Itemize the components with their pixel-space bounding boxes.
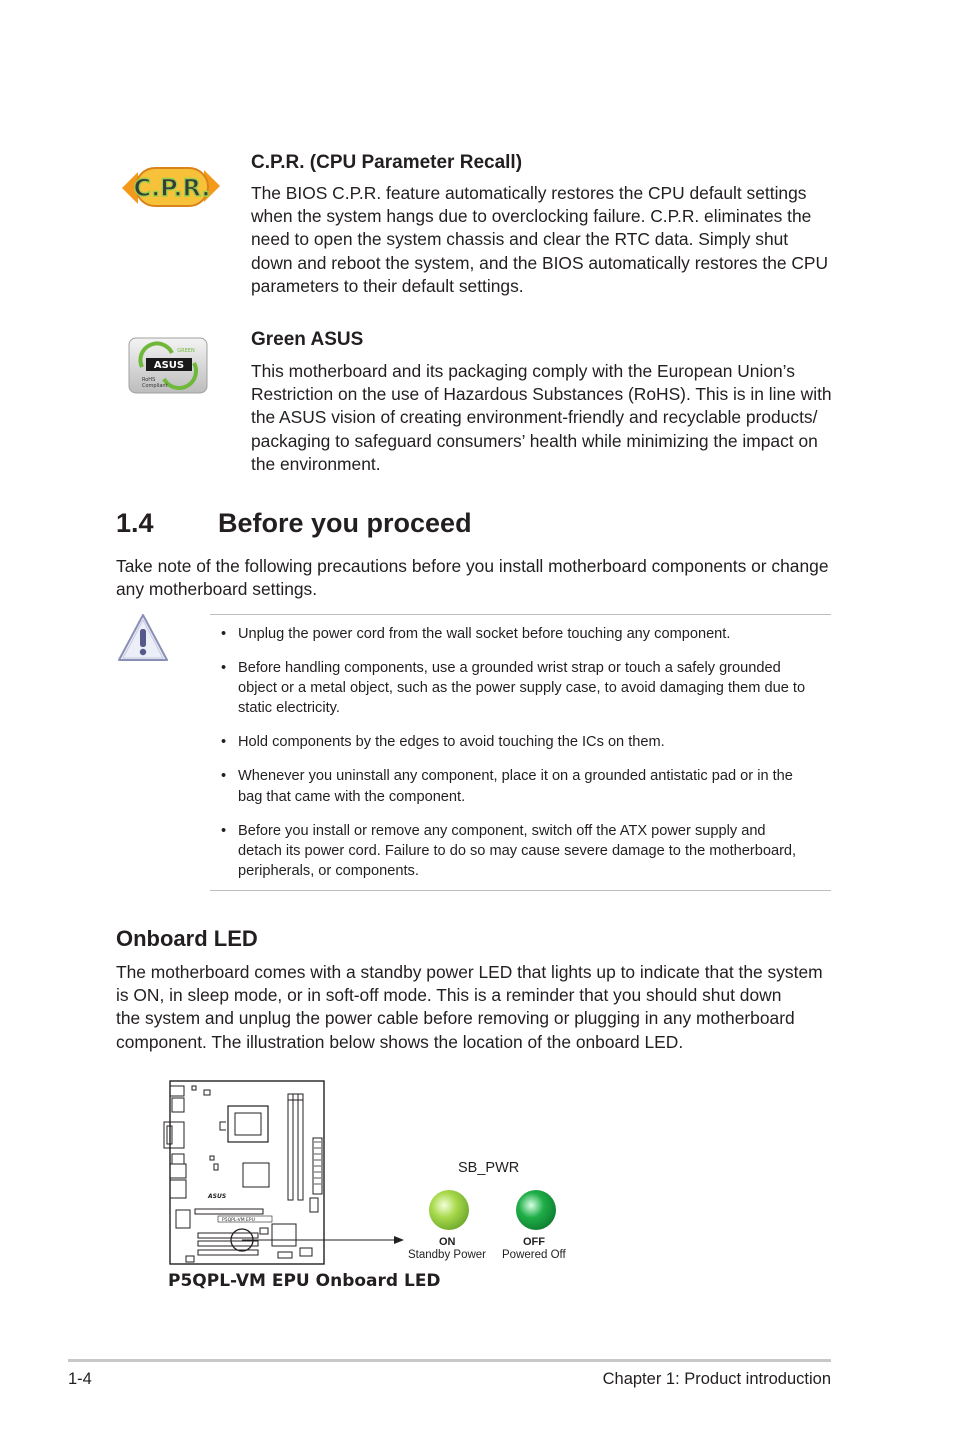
text-line: Unplug the power cord from the wall socket before touching any component. xyxy=(238,626,731,642)
led-off-state-label: OFF xyxy=(523,1236,545,1248)
list-item xyxy=(210,624,831,644)
onboard-led-title: Onboard LED xyxy=(116,926,258,951)
text-line: static electricity. xyxy=(238,700,340,717)
text-line: Before you install or remove any component, switch off the ATX power supply and xyxy=(238,822,766,839)
motherboard-diagram xyxy=(160,1078,620,1274)
precautions-list xyxy=(210,624,831,895)
text-line: need to open the system chassis and clear the RTC data. Simply shut xyxy=(251,229,789,250)
text-line: is ON, in sleep mode, or in soft-off mode. This is a reminder that you should shut down xyxy=(116,985,782,1006)
footer-page-number: 1-4 xyxy=(68,1370,92,1388)
text-line: This motherboard and its packaging comply with the European Union’s xyxy=(251,361,795,381)
green-asus-logo-icon xyxy=(128,337,208,394)
text-line: the ASUS vision of creating environment-friendly and recyclable products/ xyxy=(251,407,818,428)
text-line: Before handling components, use a grounded wrist strap or touch a safely grounded xyxy=(238,660,781,676)
cpr-feature-title: C.P.R. (CPU Parameter Recall) xyxy=(251,152,523,173)
text-line: The BIOS C.P.R. feature automatically restores the CPU default settings xyxy=(251,183,807,203)
text-line: Take note of the following precautions before you install motherboard components or change xyxy=(116,556,829,576)
green-asus-feature-description xyxy=(251,360,841,476)
svg-text:ASUS: ASUS xyxy=(208,1193,227,1200)
list-item xyxy=(210,821,831,882)
list-item xyxy=(210,658,831,719)
text-line: down and reboot the system, and the BIOS automatically restores the CPU xyxy=(251,252,829,273)
warning-icon xyxy=(116,612,170,664)
svg-text:GREEN: GREEN xyxy=(177,348,195,354)
bullet: • xyxy=(221,734,227,751)
text-line: packaging to safeguard consumers’ health while minimizing the impact on xyxy=(251,430,818,451)
svg-text:RoHS: RoHS xyxy=(142,377,156,383)
led-on-state-label: ON xyxy=(439,1236,456,1248)
bullet: • xyxy=(221,822,227,839)
text-line: Restriction on the use of Hazardous Substances (RoHS). This is in line with xyxy=(251,384,832,405)
led-name-label: SB_PWR xyxy=(458,1160,520,1176)
footer-chapter: Chapter 1: Product introduction xyxy=(602,1370,831,1388)
onboard-led-description xyxy=(116,961,846,1054)
list-item xyxy=(210,766,831,806)
footer-rule xyxy=(68,1359,831,1362)
svg-text:Compliant: Compliant xyxy=(142,383,168,389)
bullet: • xyxy=(221,660,227,676)
text-line: object or a metal object, such as the power supply case, to avoid damaging them due to xyxy=(238,680,806,697)
bullet: • xyxy=(221,626,227,642)
text-line: the system and unplug the power cable before removing or plugging in any motherboard xyxy=(116,1008,795,1029)
led-off-state-description: Powered Off xyxy=(502,1249,566,1261)
svg-text:ASUS: ASUS xyxy=(153,360,185,371)
text-line: the environment. xyxy=(251,453,381,474)
text-line: parameters to their default settings. xyxy=(251,275,524,296)
svg-text:C.P.R.: C.P.R. xyxy=(133,174,211,202)
text-line: Hold components by the edges to avoid touching the ICs on them. xyxy=(238,734,665,751)
text-line: when the system hangs due to overclocking failure. C.P.R. eliminates the xyxy=(251,206,812,227)
text-line: bag that came with the component. xyxy=(238,788,466,805)
cpr-feature-description xyxy=(251,182,841,298)
section-number: 1.4 xyxy=(116,508,154,538)
bullet: • xyxy=(221,768,227,785)
diagram-caption: P5QPL-VM EPU Onboard LED xyxy=(168,1271,441,1291)
text-line: Whenever you uninstall any component, place it on a grounded antistatic pad or in the xyxy=(238,768,793,785)
led-on-indicator xyxy=(427,1188,471,1232)
text-line: detach its power cord. Failure to do so may cause severe damage to the motherboard, xyxy=(238,842,797,859)
led-on-state-description: Standby Power xyxy=(408,1249,486,1261)
precautions-box xyxy=(210,614,831,891)
cpr-logo-icon xyxy=(116,158,226,214)
text-line: component. The illustration below shows the location of the onboard LED. xyxy=(116,1031,684,1052)
text-line: peripherals, or components. xyxy=(238,863,419,880)
svg-text:P5QPL-VM EPU: P5QPL-VM EPU xyxy=(222,1218,255,1223)
led-off-indicator xyxy=(514,1188,558,1232)
text-line: any motherboard settings. xyxy=(116,579,318,600)
section-intro xyxy=(116,555,846,601)
list-item xyxy=(210,732,831,752)
text-line: The motherboard comes with a standby power LED that lights up to indicate that the system xyxy=(116,962,823,982)
green-asus-feature-title: Green ASUS xyxy=(251,329,364,350)
section-title: Before you proceed xyxy=(218,508,472,538)
